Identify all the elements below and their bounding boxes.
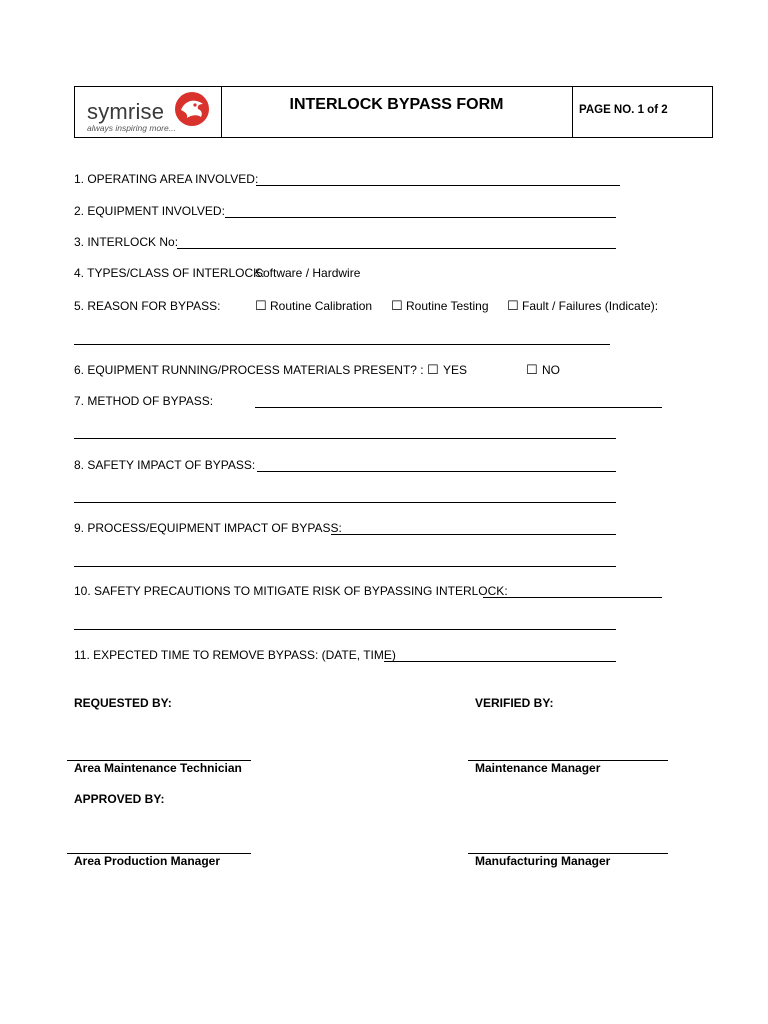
- q5-answer-line[interactable]: [74, 344, 610, 345]
- form-header: [74, 86, 713, 138]
- q2-answer-line[interactable]: [225, 217, 616, 218]
- q9-answer-line-1[interactable]: [331, 534, 616, 535]
- q5-label: 5. REASON FOR BYPASS:: [74, 299, 221, 313]
- logo-wordmark: symrise: [87, 99, 165, 124]
- q7-answer-line-2[interactable]: [74, 438, 616, 439]
- q7-answer-line-1[interactable]: [255, 407, 662, 408]
- area-production-manager-label: Area Production Manager: [74, 854, 221, 868]
- maintenance-manager-label: Maintenance Manager: [475, 761, 601, 775]
- checkbox-no[interactable]: ☐: [526, 362, 538, 377]
- verified-by-heading: VERIFIED BY:: [475, 696, 554, 710]
- requested-by-heading: REQUESTED BY:: [74, 696, 172, 710]
- approved-by-heading: APPROVED BY:: [74, 792, 165, 806]
- q8-label: 8. SAFETY IMPACT OF BYPASS:: [74, 458, 256, 472]
- q1-label: 1. OPERATING AREA INVOLVED:: [74, 172, 259, 186]
- q10-label: 10. SAFETY PRECAUTIONS TO MITIGATE RISK OF BYPASSING INTERLOCK:: [74, 584, 508, 598]
- q6-label: 6. EQUIPMENT RUNNING/PROCESS MATERIALS PRESENT? :: [74, 363, 424, 377]
- q10-answer-line-1[interactable]: [483, 597, 662, 598]
- q3-answer-line[interactable]: [177, 248, 616, 249]
- q9-answer-line-2[interactable]: [74, 566, 616, 567]
- q1-answer-line[interactable]: [256, 185, 620, 186]
- area-maintenance-technician-label: Area Maintenance Technician: [74, 761, 242, 775]
- fault-failures-label: Fault / Failures (Indicate):: [522, 299, 659, 313]
- q2-label: 2. EQUIPMENT INVOLVED:: [74, 204, 225, 218]
- checkbox-routine-calibration[interactable]: ☐: [255, 298, 267, 313]
- title-cell: [221, 87, 573, 137]
- q11-answer-line[interactable]: [384, 661, 616, 662]
- q8-answer-line-1[interactable]: [257, 471, 616, 472]
- q7-label: 7. METHOD OF BYPASS:: [74, 394, 214, 408]
- q4-value: Software / Hardwire: [255, 266, 361, 280]
- q4-label: 4. TYPES/CLASS OF INTERLOCK:: [74, 266, 265, 280]
- page-number: PAGE NO. 1 of 2: [579, 104, 668, 116]
- logo-icon: [173, 90, 211, 128]
- checkbox-yes[interactable]: ☐: [427, 362, 439, 377]
- yes-label: YES: [443, 363, 468, 377]
- q10-answer-line-2[interactable]: [74, 629, 616, 630]
- q11-label: 11. EXPECTED TIME TO REMOVE BYPASS: (DATE, TIME): [74, 648, 396, 662]
- checkbox-fault-failures[interactable]: ☐: [507, 298, 519, 313]
- manufacturing-manager-label: Manufacturing Manager: [475, 854, 611, 868]
- logo-tagline: always inspiring more...: [87, 123, 176, 133]
- checkbox-routine-testing[interactable]: ☐: [391, 298, 403, 313]
- logo-cell: [75, 87, 222, 137]
- routine-calibration-label: Routine Calibration: [270, 299, 373, 313]
- q9-label: 9. PROCESS/EQUIPMENT IMPACT OF BYPASS:: [74, 521, 342, 535]
- no-label: NO: [542, 363, 560, 377]
- form-title: INTERLOCK BYPASS FORM: [289, 96, 504, 113]
- routine-testing-label: Routine Testing: [406, 299, 489, 313]
- q3-label: 3. INTERLOCK No:: [74, 235, 179, 249]
- page-number-cell: [572, 87, 712, 137]
- q8-answer-line-2[interactable]: [74, 502, 616, 503]
